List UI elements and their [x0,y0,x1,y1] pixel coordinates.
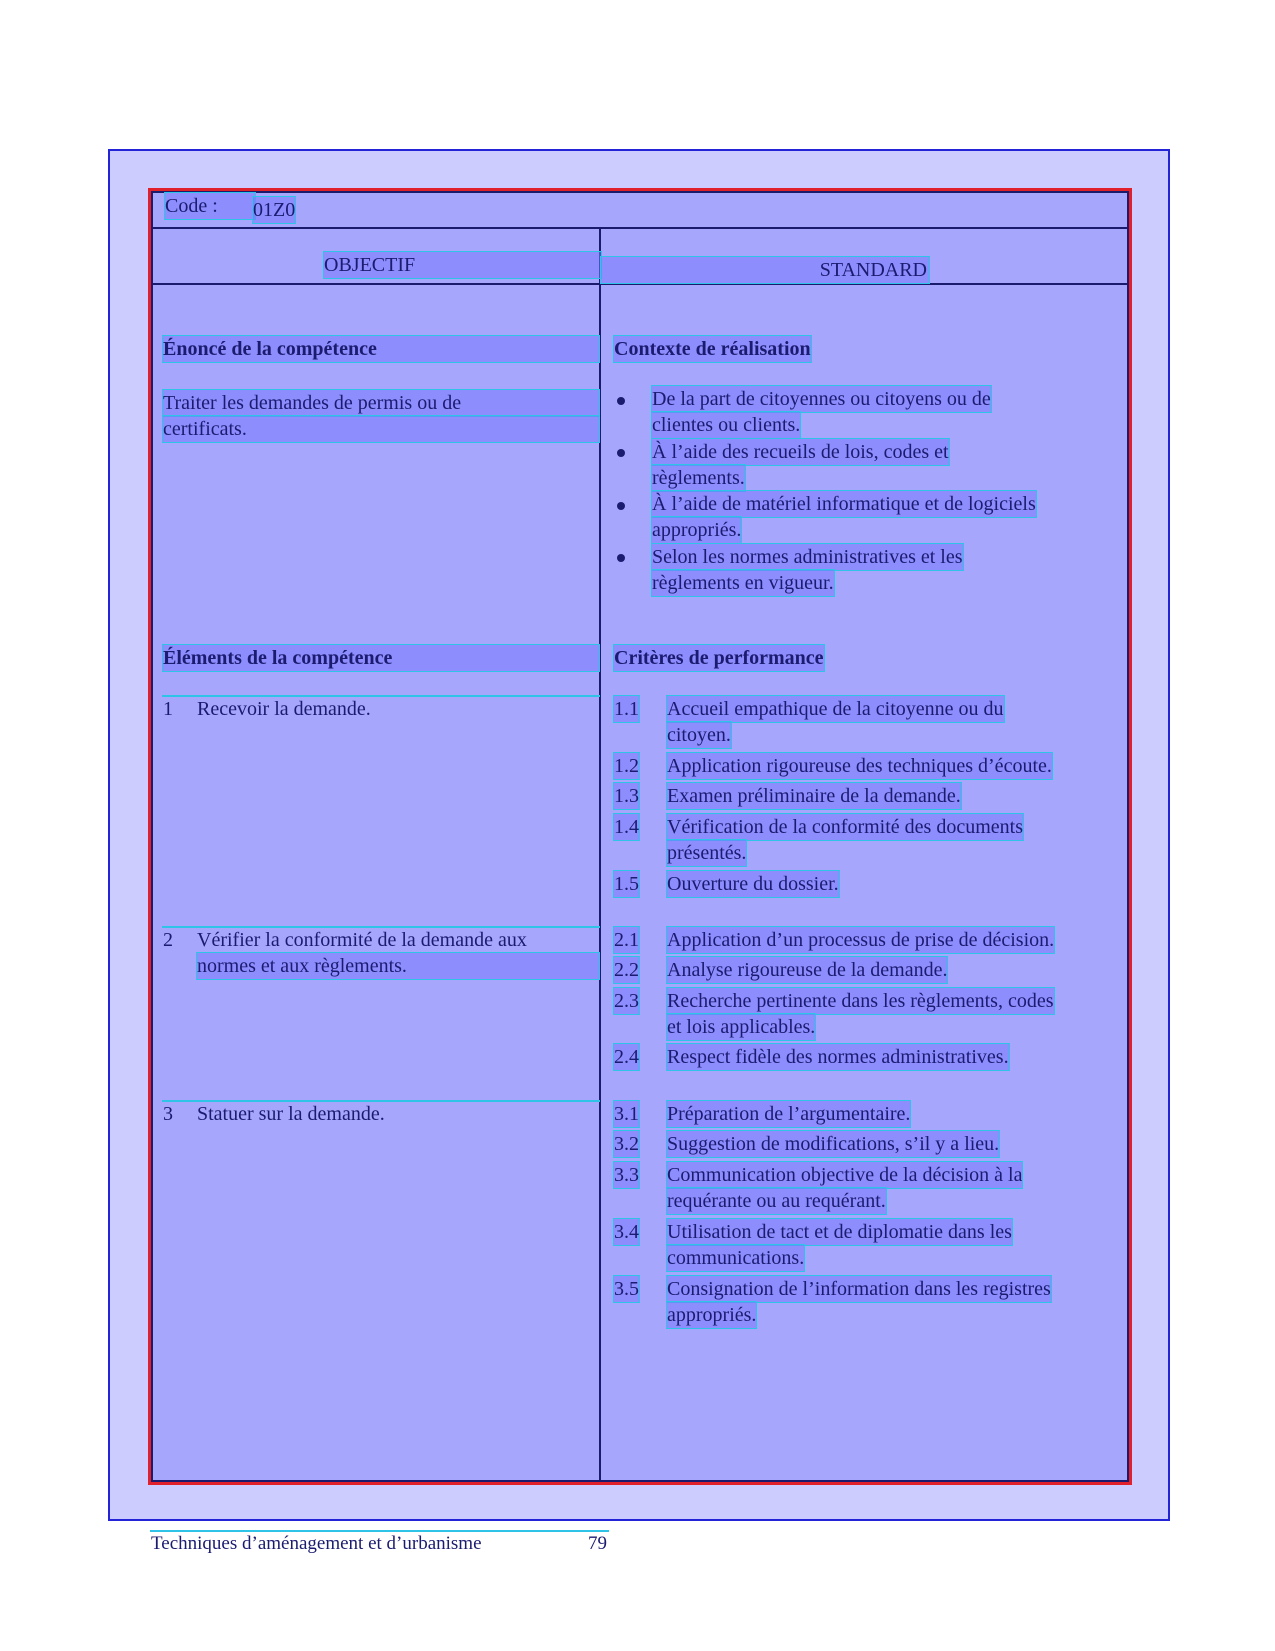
critere-1-5-line1: Ouverture du dossier. [667,873,839,895]
element-3-number: 3 [163,1103,173,1125]
contexte-title: Contexte de réalisation [614,338,811,360]
bullet-icon [617,502,625,510]
enonce-text-line1: Traiter les demandes de permis ou de [163,390,599,416]
critere-2-1-number: 2.1 [614,929,639,951]
element-3-text: Statuer sur la demande. [197,1103,385,1125]
critere-1-1-line2: citoyen. [667,724,731,746]
contexte-item-2-line1: À l’aide des recueils de lois, codes et [652,441,949,463]
contexte-item-4-line1: Selon les normes administratives et les [652,546,963,568]
critere-1-1-line1: Accueil empathique de la citoyenne ou du [667,698,1004,720]
critere-3-5-number: 3.5 [614,1278,639,1300]
criteres-title: Critères de performance [614,647,824,669]
critere-3-2-line1: Suggestion de modifications, s’il y a lieu. [667,1133,1000,1155]
critere-1-4-line1: Vérification de la conformité des documents [667,816,1023,838]
critere-1-2-line1: Application rigoureuse des techniques d’écoute. [667,755,1052,777]
critere-3-1-line1: Préparation de l’argumentaire. [667,1103,911,1125]
code-value: 01Z0 [253,199,296,221]
element-1-number: 1 [163,698,173,720]
critere-3-3-line1: Communication objective de la décision à la [667,1164,1023,1186]
critere-3-4-line2: communications. [667,1247,805,1269]
critere-3-4-line1: Utilisation de tact et de diplomatie dans les [667,1221,1012,1243]
critere-3-5-line1: Consignation de l’information dans les registres [667,1278,1051,1300]
enonce-title: Énoncé de la compétence [163,336,599,362]
element-1-text: Recevoir la demande. [197,698,371,720]
row-divider-header [151,283,1129,285]
critere-2-2-number: 2.2 [614,959,639,981]
column-divider [599,227,601,1482]
critere-3-5-line2: appropriés. [667,1304,757,1326]
element-2-text-line2: normes et aux règlements. [197,953,599,979]
critere-2-3-number: 2.3 [614,990,639,1012]
element-2-number: 2 [163,929,173,951]
critere-1-2-number: 1.2 [614,755,639,777]
critere-3-3-line2: requérante ou au requérant. [667,1190,886,1212]
bullet-icon [617,397,625,405]
code-label: Code : [165,193,255,219]
contexte-item-3-line1: À l’aide de matériel informatique et de logiciels [652,493,1036,515]
critere-1-4-number: 1.4 [614,816,639,838]
critere-1-3-line1: Examen préliminaire de la demande. [667,785,961,807]
critere-2-4-number: 2.4 [614,1046,639,1068]
row-divider-code [151,227,1129,229]
contexte-item-2-line2: règlements. [652,467,745,489]
critere-2-4-line1: Respect fidèle des normes administratives. [667,1046,1009,1068]
critere-3-4-number: 3.4 [614,1221,639,1243]
critere-1-1-number: 1.1 [614,698,639,720]
critere-1-3-number: 1.3 [614,785,639,807]
contexte-item-4-line2: règlements en vigueur. [652,572,834,594]
header-objectif: OBJECTIF [324,252,601,278]
contexte-item-3-line2: appropriés. [652,519,742,541]
enonce-text-line2: certificats. [163,416,599,442]
footer-page-number: 79 [588,1533,607,1554]
critere-1-4-line2: présentés. [667,842,747,864]
bullet-icon [617,554,625,562]
element-2-text-line1: Vérifier la conformité de la demande aux [197,929,527,951]
critere-3-3-number: 3.3 [614,1164,639,1186]
critere-2-3-line2: et lois applicables. [667,1016,816,1038]
critere-3-2-number: 3.2 [614,1133,639,1155]
bullet-icon [617,449,625,457]
critere-1-5-number: 1.5 [614,873,639,895]
contexte-item-1-line2: clientes ou clients. [652,414,801,436]
header-standard: STANDARD [601,257,929,283]
contexte-item-1-line1: De la part de citoyennes ou citoyens ou de [652,388,991,410]
critere-3-1-number: 3.1 [614,1103,639,1125]
elements-title: Éléments de la compétence [163,645,599,671]
footer-program: Techniques d’aménagement et d’urbanisme [151,1533,482,1554]
critere-2-2-line1: Analyse rigoureuse de la demande. [667,959,948,981]
critere-2-3-line1: Recherche pertinente dans les règlements, codes [667,990,1054,1012]
critere-2-1-line1: Application d’un processus de prise de décision. [667,929,1055,951]
